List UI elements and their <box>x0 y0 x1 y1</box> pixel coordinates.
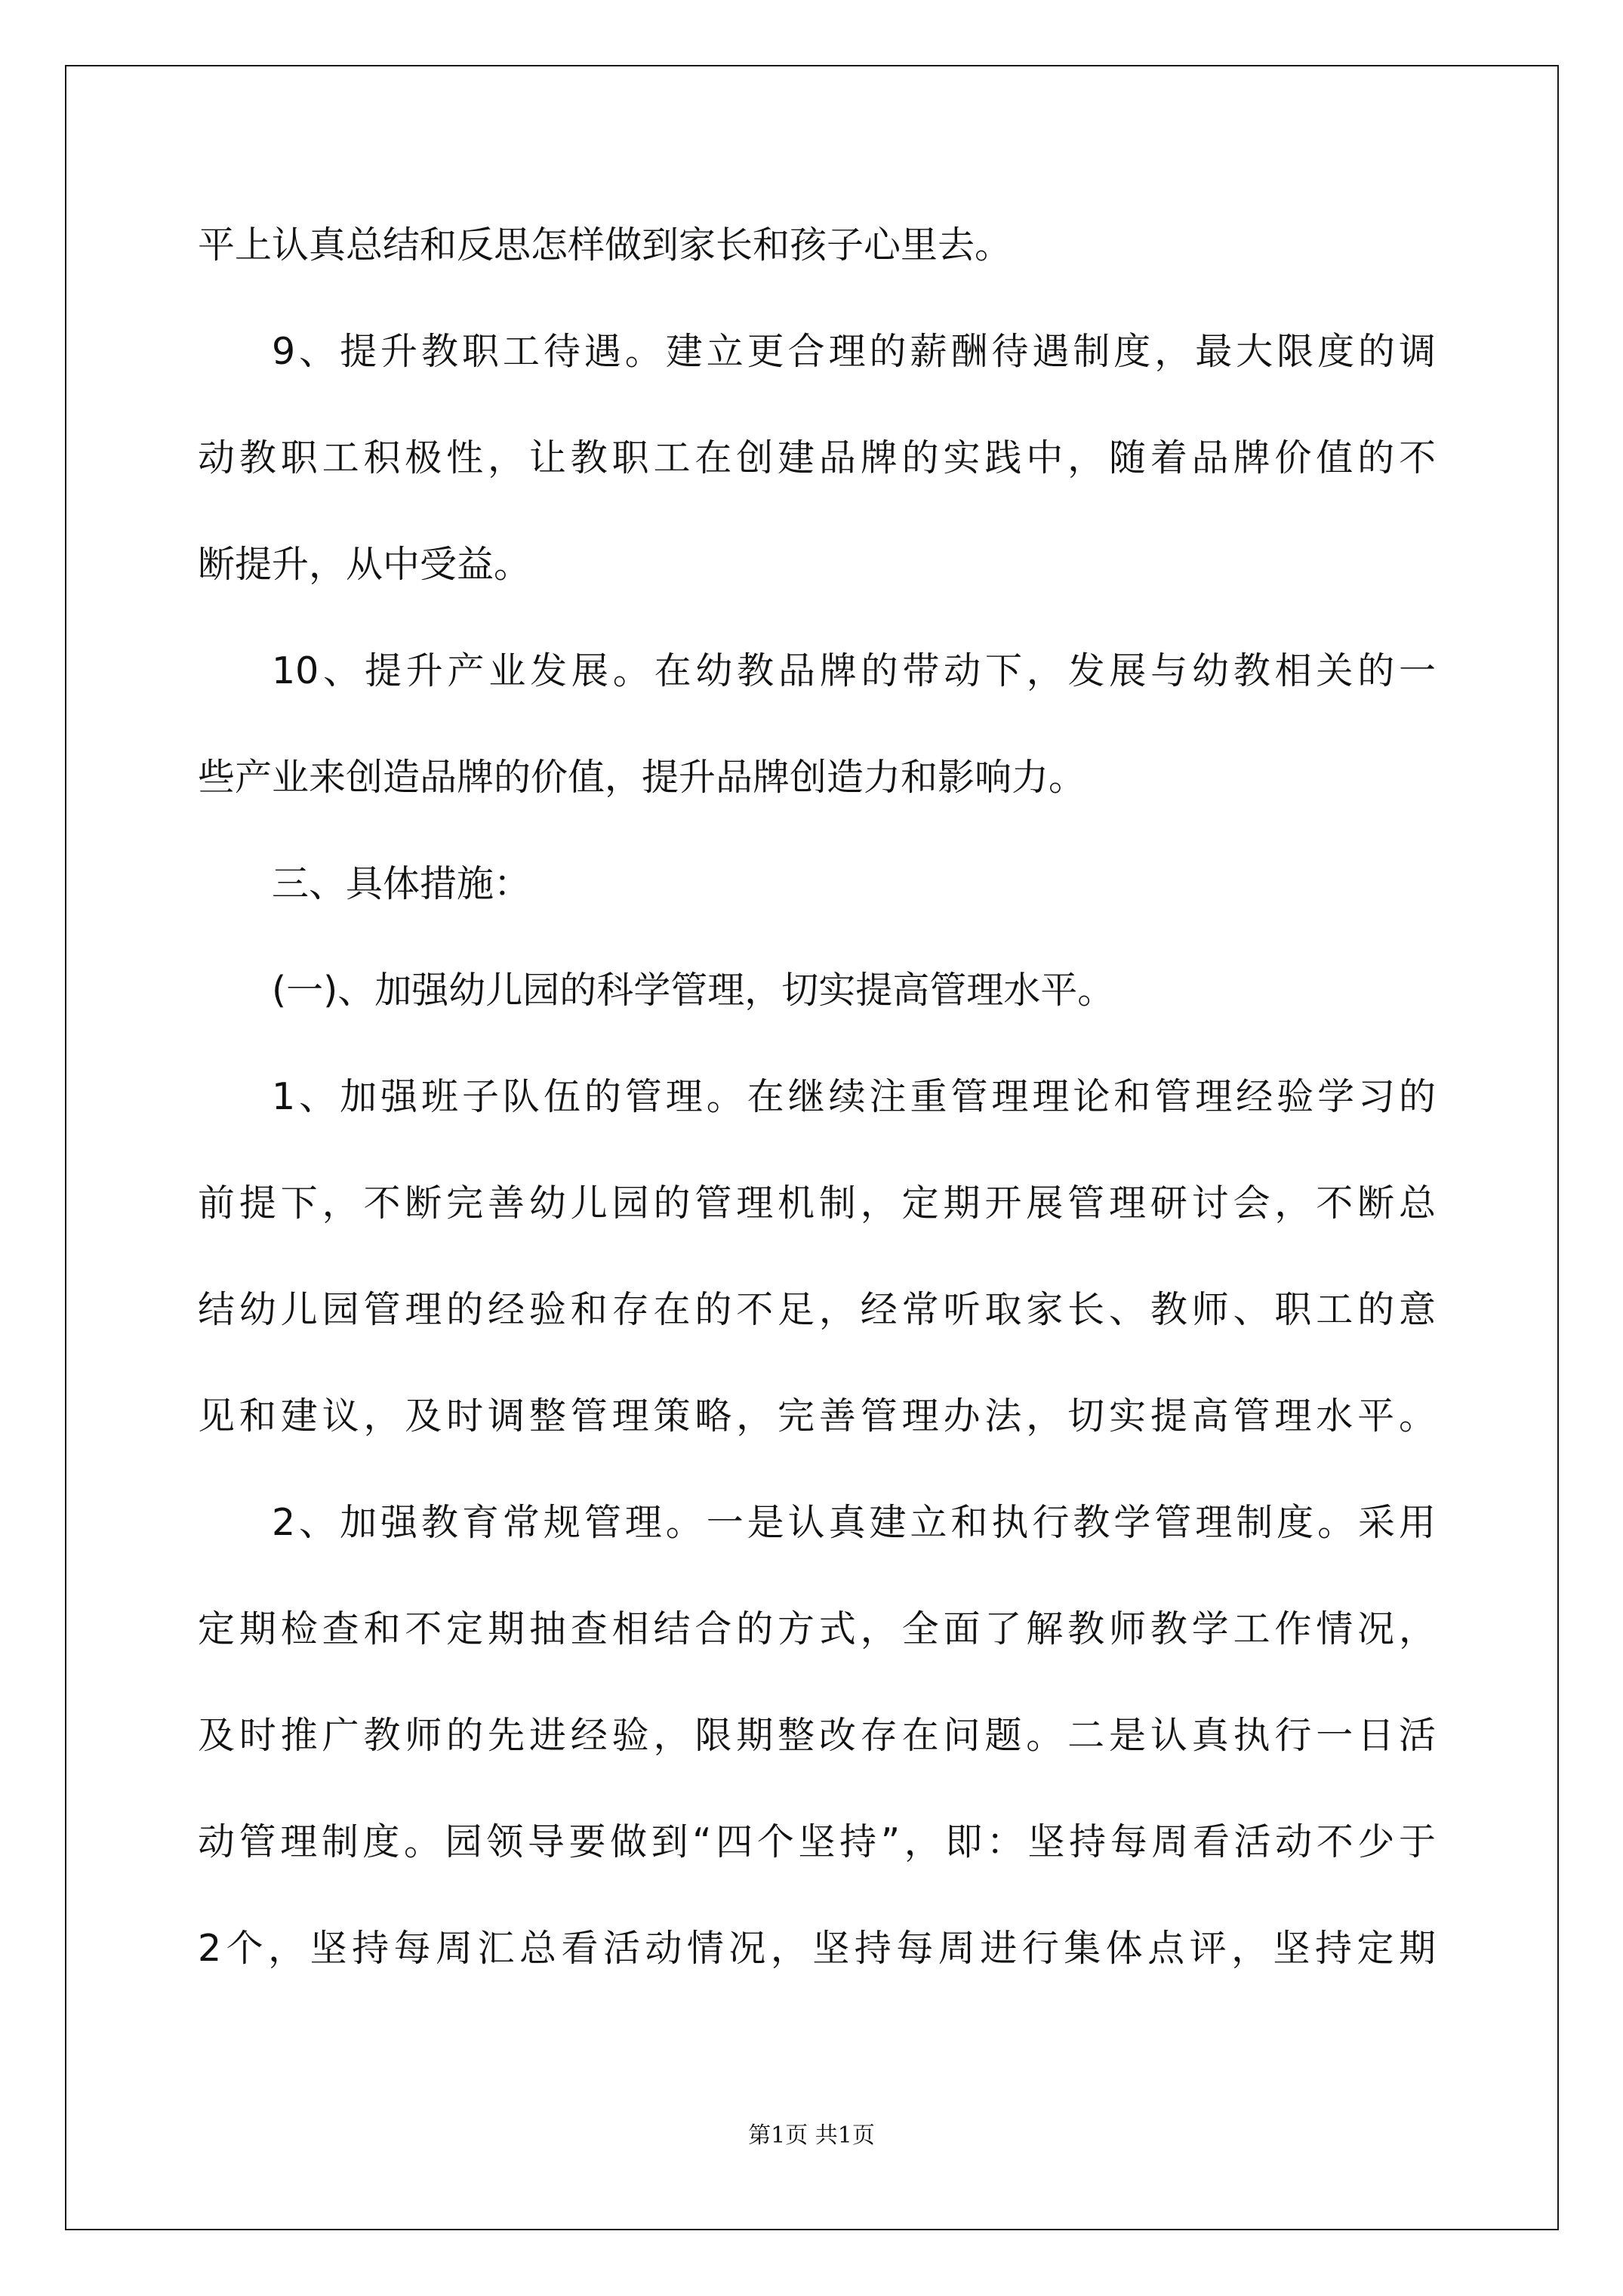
text-line: 断提升，从中受益。 <box>198 543 531 586</box>
text-line: 些产业来创造品牌的价值，提升品牌创造力和影响力。 <box>198 756 1086 799</box>
page-footer: 第1页 共1页 <box>748 2122 875 2149</box>
text-line: 动教职工积极性，让教职工在创建品牌的实践中，随着品牌价值的不 <box>198 436 1436 479</box>
text-line: 结幼儿园管理的经验和存在的不足，经常听取家长、教师、职工的意 <box>198 1288 1436 1331</box>
document-body <box>198 223 1436 2036</box>
text-line: 2个，坚持每周汇总看活动情况，坚持每周进行集体点评，坚持定期 <box>198 1927 1436 1970</box>
text-line: 定期检查和不定期抽查相结合的方式，全面了解教师教学工作情况， <box>198 1607 1436 1650</box>
text-line: 2、加强教育常规管理。一是认真建立和执行教学管理制度。采用 <box>272 1501 1436 1544</box>
text-line: 10、提升产业发展。在幼教品牌的带动下，发展与幼教相关的一 <box>272 649 1436 692</box>
text-line: 见和建议，及时调整管理策略，完善管理办法，切实提高管理水平。 <box>198 1395 1436 1438</box>
text-line: 动管理制度。园领导要做到“四个坚持”，即：坚持每周看活动不少于 <box>198 1820 1436 1863</box>
text-line: 及时推广教师的先进经验，限期整改存在问题。二是认真执行一日活 <box>198 1714 1436 1757</box>
section-heading: 三、具体措施： <box>272 862 531 905</box>
text-line: 9、提升教职工待遇。建立更合理的薪酬待遇制度，最大限度的调 <box>272 330 1436 373</box>
subsection-heading: (一)、加强幼儿园的科学管理，切实提高管理水平。 <box>272 969 1115 1012</box>
text-line: 前提下，不断完善幼儿园的管理机制，定期开展管理研讨会，不断总 <box>198 1182 1436 1225</box>
text-line: 平上认真总结和反思怎样做到家长和孩子心里去。 <box>198 223 1012 267</box>
text-line: 1、加强班子队伍的管理。在继续注重管理理论和管理经验学习的 <box>272 1075 1436 1118</box>
